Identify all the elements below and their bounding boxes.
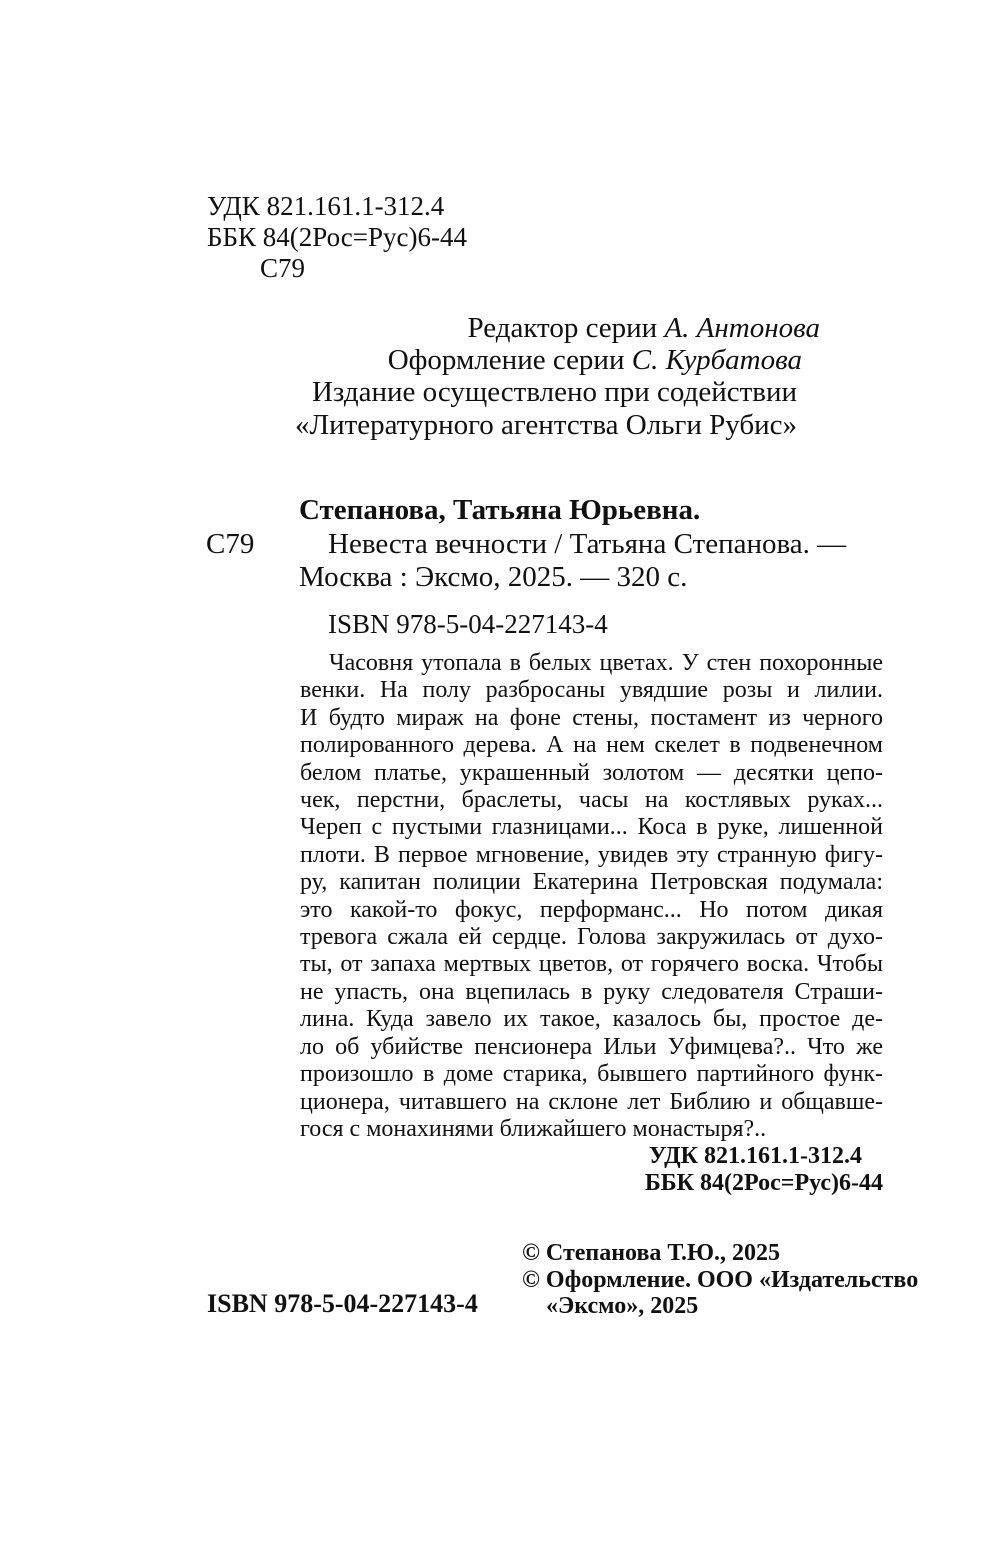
annotation-line: Череп с пустыми глазницами... Коса в руке, лишенной — [300, 814, 883, 841]
author-mark-top: С79 — [260, 253, 306, 283]
annotation-line: ло об убийстве пенсионера Ильи Уфимцева?.. Что же — [300, 1033, 883, 1060]
support-line-2: «Литературного агентства Ольги Рубис» — [294, 409, 797, 441]
copyright-design-line-1: © Оформление. ООО «Издательство — [522, 1267, 919, 1293]
series-design-prefix: Оформление серии — [387, 344, 625, 376]
author-mark: С79 — [206, 528, 255, 560]
annotation-line: И будто мираж на фоне стены, постамент из черного — [300, 704, 883, 731]
copyright-design-line-2: «Эксмо», 2025 — [546, 1293, 699, 1319]
series-editor-credit — [467, 312, 820, 344]
udk-top: УДК 821.161.1-312.4 — [207, 191, 445, 221]
annotation-line: гося с монахинями ближайшего монастыря?.. — [300, 1115, 767, 1142]
series-design-credit — [388, 344, 802, 376]
annotation-line: это какой-то фокус, перформанс... Но потом дикая — [300, 896, 883, 923]
udk-annotation: УДК 821.161.1-312.4 — [648, 1143, 862, 1169]
support-line-1: Издание осуществлено при содействии — [311, 376, 797, 408]
title-line-1: Невеста вечности / Татьяна Степанова. — — [328, 528, 847, 560]
series-design-name: С. Курбатова — [631, 344, 802, 376]
annotation-line: не упасть, она вцепилась в руку следователя Страши- — [300, 978, 883, 1005]
series-editor-name: А. Антонова — [664, 312, 820, 344]
series-editor-prefix: Редактор серии — [467, 312, 658, 344]
bbk-top: ББК 84(2Рос=Рус)6-44 — [207, 222, 467, 252]
copyright-author: © Степанова Т.Ю., 2025 — [522, 1240, 781, 1266]
annotation-line: ционера, читавшего на склоне лет Библию и общавше- — [300, 1088, 883, 1115]
annotation-line: плоти. В первое мгновение, увидев эту странную фигу- — [300, 841, 883, 868]
annotation-line: тревога сжала ей сердце. Голова закружилась от духо- — [300, 924, 883, 951]
bbk-annotation: ББК 84(2Рос=Рус)6-44 — [644, 1170, 883, 1196]
title-line-2: Москва : Эксмо, 2025. — 320 с. — [299, 561, 688, 593]
annotation-line: венки. На полу разбросаны увядшие розы и лилии. — [300, 677, 883, 704]
annotation-line: ты, от запаха мертвых цветов, от горячего воска. Чтобы — [300, 951, 883, 978]
annotation-line: белом платье, украшенный золотом — десятки цепо- — [300, 759, 883, 786]
annotation-line: произошло в доме старика, бывшего партийного функ- — [300, 1061, 883, 1088]
author-heading: Степанова, Татьяна Юрьевна. — [299, 494, 701, 526]
annotation-line: чек, перстни, браслеты, часы на костлявых руках... — [300, 787, 883, 814]
isbn-entry: ISBN 978-5-04-227143-4 — [328, 609, 608, 639]
annotation-line: полированного дерева. А на нем скелет в подвенечном — [300, 732, 883, 759]
annotation-line: ру, капитан полиции Екатерина Петровская подумала: — [300, 869, 883, 896]
isbn-footer: ISBN 978-5-04-227143-4 — [207, 1289, 478, 1318]
annotation-line: Часовня утопала в белых цветах. У стен похоронные — [329, 650, 883, 676]
annotation — [300, 650, 883, 1143]
annotation-line: лина. Куда завело их такое, казалось бы, простое де- — [300, 1006, 883, 1033]
